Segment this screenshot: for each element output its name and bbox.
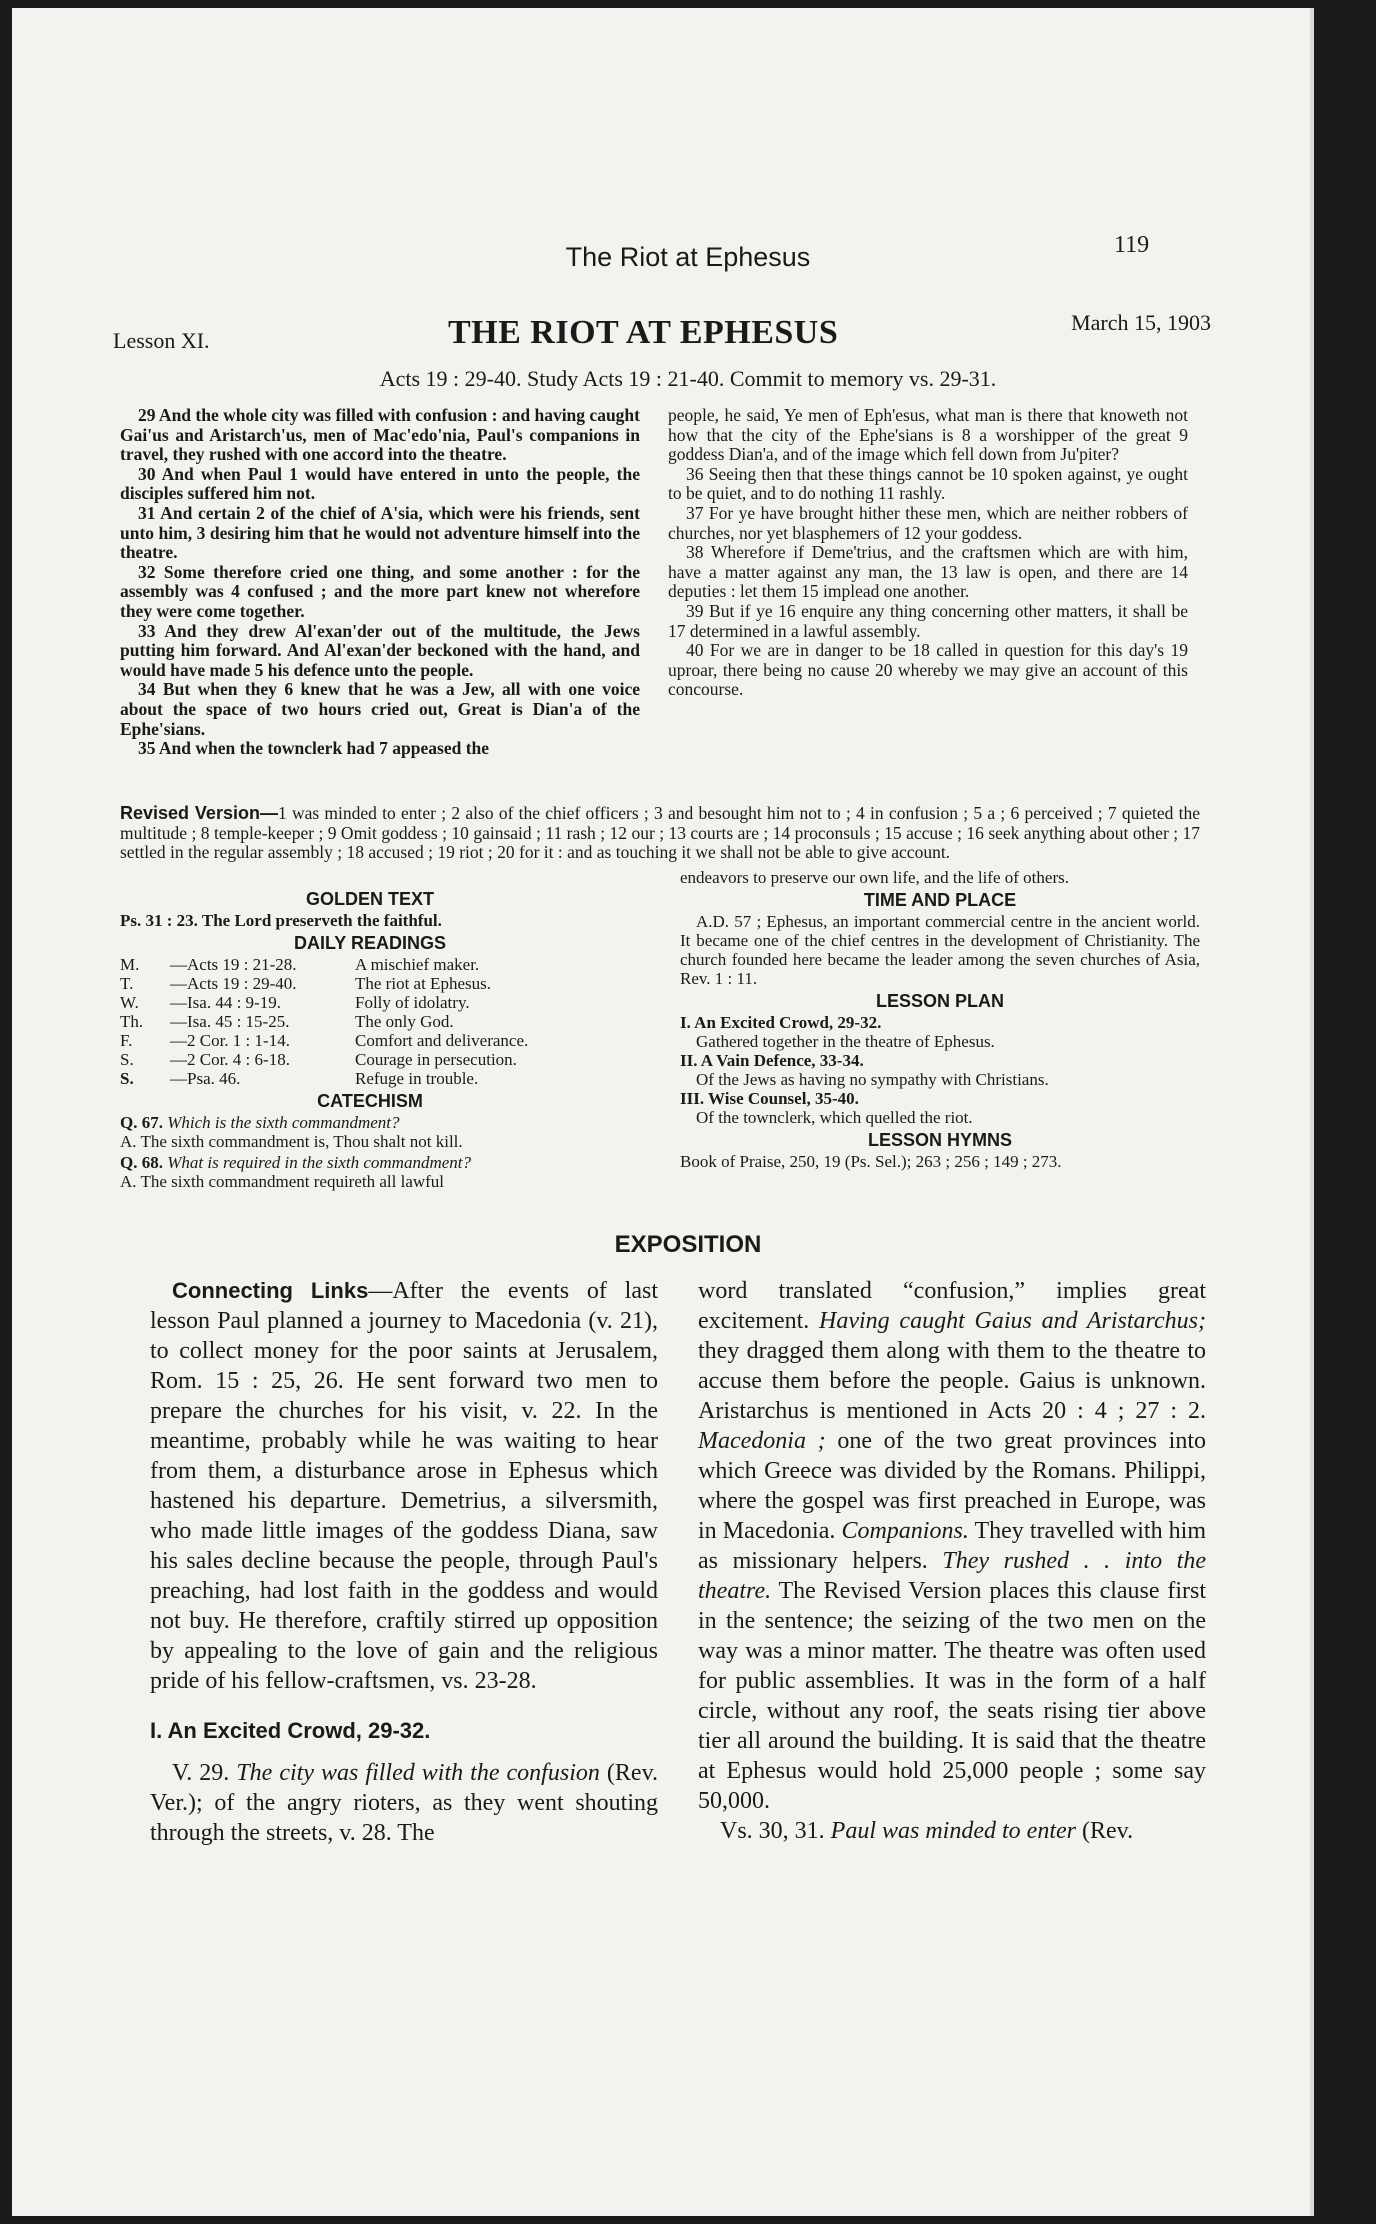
verse-40: 40 For we are in danger to be 18 called in question for this day's 19 uproar, there being no cause 20 whereby we may give an account of this concourse. <box>668 640 1188 700</box>
daily-readings-list <box>120 955 620 1088</box>
golden-text: Ps. 31 : 23. The Lord preserveth the faithful. <box>120 911 442 930</box>
time-place-text: A.D. 57 ; Ephesus, an important commercial centre in the ancient world. It became one of the chief centres in the development of Christianity. The church founded here became the leader among the seven churches of Asia, Rev. 1 : 11. <box>680 912 1200 988</box>
lesson-helps-left <box>120 886 620 1191</box>
scripture-right-column <box>668 406 1188 700</box>
exposition-left-column <box>150 1276 658 1848</box>
catechism-answer-68: A. The sixth commandment requireth all lawful <box>120 1172 445 1191</box>
list-item <box>120 1050 620 1069</box>
question-text: Which is the sixth commandment? <box>167 1113 400 1132</box>
paragraph-text: they dragged them along with them to the theatre to accuse them before the people. Gaius is unknown. Aristarchus is mentioned in Acts 20 : 4 ; 27 : 2. <box>698 1338 1206 1424</box>
lesson-hymns-heading: LESSON HYMNS <box>867 1130 1013 1150</box>
verse-39: 39 But if ye 16 enquire any thing concerning other matters, it shall be 17 determined in a lawful assembly. <box>668 600 1188 641</box>
paragraph-text: They travelled with him as missionary helpers. <box>698 1518 1206 1574</box>
reading-ref: —Psa. 46. <box>170 1069 241 1088</box>
daily-readings-heading: DAILY READINGS <box>293 933 447 953</box>
time-place-heading: TIME AND PLACE <box>863 890 1017 910</box>
catechism-question-68 <box>120 1153 620 1172</box>
scripture-left-column <box>120 406 640 759</box>
lesson-plan-item <box>680 1013 1200 1051</box>
question-number: Q. 68. <box>120 1153 163 1172</box>
paragraph-text: —After the events of last lesson Paul planned a journey to Macedonia (v. 21), to collect money for the poor saints at Jerusalem, Rom. 15 : 25, 26. He sent forward two men to prepare the churches for his visit, v. 22. In the meantime, probably while he was waiting to hear from them, a disturbance arose in Ephesus which hastened his departure. Demetrius, a silversmith, who made little images of the goddess Diana, saw his sales decline because the people, through Paul's preaching, had lost faith in the goddess and would not buy. He therefore, craftily stirred up opposition by appealing to the love of gain and the religious pride of his fellow-craftsmen, vs. 23-28. <box>150 1278 659 1694</box>
lesson-plan-item <box>680 1089 1200 1127</box>
exposition-right-column <box>698 1276 1206 1846</box>
catechism-answer-67: A. The sixth commandment is, Thou shalt not kill. <box>120 1132 463 1151</box>
exposition-paragraph <box>698 1276 1206 1816</box>
connecting-links-label: Connecting Links <box>172 1278 369 1303</box>
quoted-text: The city was filled with the confusion <box>236 1760 600 1786</box>
reading-title: The only God. <box>355 1012 454 1031</box>
revised-version-notes <box>120 804 1200 863</box>
plan-label: I. An Excited Crowd, 29-32. <box>680 1013 882 1032</box>
reading-day: F. <box>120 1031 133 1050</box>
reading-ref: —Isa. 44 : 9-19. <box>170 993 281 1012</box>
reading-day: M. <box>120 955 140 974</box>
reading-title: Comfort and deliverance. <box>355 1031 529 1050</box>
exposition-heading: EXPOSITION <box>614 1231 762 1258</box>
catechism-question-67 <box>120 1113 620 1132</box>
lesson-helps-right <box>680 868 1200 1171</box>
reading-title: Folly of idolatry. <box>355 993 470 1012</box>
verse-35-cont: people, he said, Ye men of Eph'esus, what man is there that knoweth not how that the city of the Ephe'sians is 8 a worshipper of the great 9 goddess Dian'a, and of the image which fell down from Ju'piter? <box>668 405 1188 465</box>
exposition-paragraph <box>698 1816 1206 1846</box>
paragraph-text: (Rev. Ver.); of the angry rioters, as they went shouting through the streets, v. 28. The <box>150 1760 659 1846</box>
reading-ref: —Acts 19 : 29-40. <box>170 974 297 993</box>
lesson-hymns-text: Book of Praise, 250, 19 (Ps. Sel.); 263 ; 256 ; 149 ; 273. <box>680 1152 1062 1171</box>
question-text: What is required in the sixth commandment? <box>167 1153 471 1172</box>
reading-day: S. <box>120 1050 134 1069</box>
verse-37: 37 For ye have brought hither these men, which are neither robbers of churches, nor yet blasphemers of 12 your goddess. <box>668 502 1188 543</box>
lesson-number: Lesson XI. <box>113 328 210 353</box>
plan-desc: Of the Jews as having no sympathy with Christians. <box>696 1070 1049 1089</box>
list-item <box>120 1031 620 1050</box>
exposition-subheading: I. An Excited Crowd, 29-32. <box>150 1718 431 1743</box>
list-item <box>120 955 620 974</box>
paragraph-text: one of the two great provinces into which Greece was divided by the Romans. Philippi, where the gospel was first preached in Europe, was in Macedonia. <box>698 1428 1206 1544</box>
reading-day: S. <box>120 1069 134 1088</box>
reading-title: A mischief maker. <box>355 955 480 974</box>
verse-32: 32 Some therefore cried one thing, and some another : for the assembly was 4 confused ; and the more part knew not wherefore they were come together. <box>120 561 640 621</box>
plan-label: II. A Vain Defence, 33-34. <box>680 1051 864 1070</box>
list-item <box>120 1012 620 1031</box>
lesson-plan-item <box>680 1051 1200 1089</box>
lesson-date: March 15, 1903 <box>1071 310 1211 335</box>
quoted-text: Macedonia ; <box>698 1428 826 1454</box>
catechism-answer-cont: endeavors to preserve our own life, and the life of others. <box>680 868 1069 887</box>
verse-ref: Vs. 30, 31. <box>720 1818 831 1844</box>
quoted-text: Paul was minded to enter <box>830 1818 1076 1844</box>
verse-31: 31 And certain 2 of the chief of A'sia, which were his friends, sent unto him, 3 desiring him that he would not adventure himself into the theatre. <box>120 502 640 563</box>
paragraph-text: word translated “confusion,” implies great excitement. <box>698 1278 1206 1334</box>
paragraph-text: The Revised Version places this clause first in the sentence; the seizing of the two men on the way was a minor matter. The theatre was often used for public assemblies. It was in the form of a half circle, without any roof, the seats rising tier above tier all around the building. It is said that the theatre at Ephesus would hold 25,000 people ; some say 50,000. <box>698 1578 1206 1814</box>
reading-day: T. <box>120 974 134 993</box>
paragraph-text: (Rev. <box>1075 1818 1134 1844</box>
exposition-paragraph <box>150 1276 658 1696</box>
catechism-heading: CATECHISM <box>317 1091 423 1111</box>
verse-ref: V. 29. <box>172 1760 237 1786</box>
reading-day: Th. <box>120 1012 144 1031</box>
reading-ref: —2 Cor. 4 : 6-18. <box>170 1050 290 1069</box>
plan-desc: Of the townclerk, which quelled the riot. <box>696 1108 973 1127</box>
list-item <box>120 974 620 993</box>
plan-label: III. Wise Counsel, 35-40. <box>680 1089 859 1108</box>
reading-ref: —Isa. 45 : 15-25. <box>170 1012 290 1031</box>
reading-ref: —2 Cor. 1 : 1-14. <box>170 1031 290 1050</box>
page-edge <box>1310 8 1314 2216</box>
reading-title: Courage in persecution. <box>355 1050 517 1069</box>
revised-version-label: Revised Version— <box>120 803 278 823</box>
golden-text-heading: GOLDEN TEXT <box>305 889 434 909</box>
reading-title: The riot at Ephesus. <box>355 974 491 993</box>
verse-34: 34 But when they 6 knew that he was a Jew, all with one voice about the space of two hours cried out, Great is Dian'a of the Ephe'sians. <box>120 679 640 739</box>
running-title: The Riot at Ephesus <box>565 242 811 272</box>
page-number: 119 <box>1114 232 1150 258</box>
question-number: Q. 67. <box>120 1113 163 1132</box>
lesson-title: THE RIOT AT EPHESUS <box>448 314 839 351</box>
verse-38: 38 Wherefore if Deme'trius, and the craftsmen which are with him, have a matter against any man, the 13 law is open, and there are 14 deputies : let them 15 implead one another. <box>668 542 1188 602</box>
verse-36: 36 Seeing then that these things cannot be 10 spoken against, ye ought to be quiet, and to do nothing 11 rashly. <box>668 463 1188 504</box>
quoted-text: Companions. <box>841 1518 969 1544</box>
verse-35: 35 And when the townclerk had 7 appeased the <box>138 738 490 759</box>
verse-30: 30 And when Paul 1 would have entered in unto the people, the disciples suffered him not. <box>120 463 640 504</box>
reading-ref: —Acts 19 : 21-28. <box>170 955 297 974</box>
quoted-text: They rushed . . into the theatre. <box>698 1548 1207 1604</box>
lesson-header <box>113 310 1211 360</box>
list-item <box>120 1069 620 1088</box>
list-item <box>120 993 620 1012</box>
plan-desc: Gathered together in the theatre of Ephesus. <box>696 1032 995 1051</box>
reading-day: W. <box>120 993 139 1012</box>
reading-title: Refuge in trouble. <box>355 1069 479 1088</box>
lesson-plan-heading: LESSON PLAN <box>875 991 1004 1011</box>
exposition-paragraph <box>150 1758 658 1848</box>
revised-version-text: 1 was minded to enter ; 2 also of the chief officers ; 3 and besought him not to ; 4 in confusion ; 5 a ; 6 perceived ; 7 quieted the multitude ; 8 temple-keeper ; 9 Omit goddess ; 10 gainsaid ; 11 rash ; 12 our ; 13 courts are ; 14 proconsuls ; 15 accuse ; 16 seek anything about other ; 17 settled in the regular assembly ; 18 accused ; 19 riot ; 20 for it : and as touching it we shall not be able to give account. <box>120 803 1200 863</box>
verse-33: 33 And they drew Al'exan'der out of the multitude, the Jews putting him forward. And Al'exan'der beckoned with the hand, and would have made 5 his defence unto the people. <box>120 620 640 680</box>
quoted-text: Having caught Gaius and Aristarchus; <box>819 1308 1206 1334</box>
verse-29: 29 And the whole city was filled with confusion : and having caught Gai'us and Aristarch'us, men of Mac'edo'nia, Paul's companions in travel, they rushed with one accord into the theatre. <box>120 405 640 465</box>
scripture-reference: Acts 19 : 29-40. Study Acts 19 : 21-40. Commit to memory vs. 29-31. <box>379 366 997 391</box>
